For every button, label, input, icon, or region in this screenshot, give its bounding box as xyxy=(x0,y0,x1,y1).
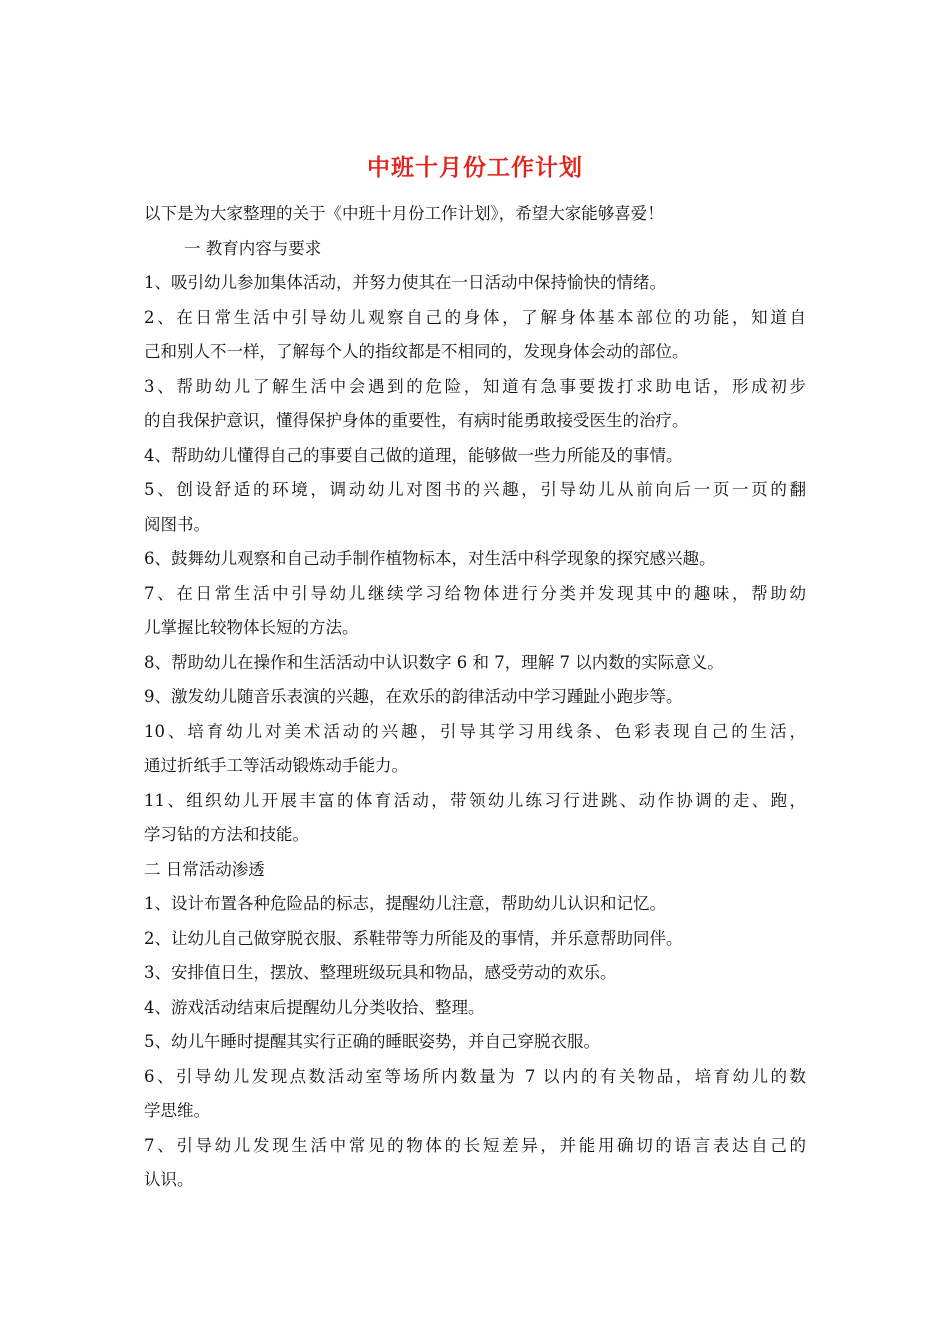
intro-line: 以下是为大家整理的关于《中班十月份工作计划》，希望大家能够喜爱！ xyxy=(144,204,664,223)
text-line: 的自我保护意识，懂得保护身体的重要性，有病时能勇敢接受医生的治疗。 xyxy=(144,411,689,430)
text-line: 儿掌握比较物体长短的方法。 xyxy=(144,618,359,637)
text-line: 4、帮助幼儿懂得自己的事要自己做的道理，能够做一些力所能及的事情。 xyxy=(144,445,683,465)
text-line: 7、在日常生活中引导幼儿继续学习给物体进行分类并发现其中的趣味，帮助幼 xyxy=(144,583,806,603)
text-line: 1、设计布置各种危险品的标志，提醒幼儿注意，帮助幼儿认识和记忆。 xyxy=(144,894,666,913)
text-line: 6、鼓舞幼儿观察和自己动手制作植物标本，对生活中科学现象的探究感兴趣。 xyxy=(144,549,716,568)
text-line: 2、让幼儿自己做穿脱衣服、系鞋带等力所能及的事情，并乐意帮助同伴。 xyxy=(144,928,683,948)
text-line: 11、组织幼儿开展丰富的体育活动，带领幼儿练习行进跳、动作协调的走、跑， xyxy=(144,790,806,810)
text-line: 6、引导幼儿发现点数活动室等场所内数量为 7 以内的有关物品，培育幼儿的数 xyxy=(144,1066,806,1086)
section-heading: 一 教育内容与要求 xyxy=(184,238,322,258)
text-line: 阅图书。 xyxy=(144,514,210,534)
section-heading: 二 日常活动渗透 xyxy=(144,859,265,879)
text-line: 学思维。 xyxy=(144,1101,210,1120)
text-line: 9、激发幼儿随音乐表演的兴趣，在欢乐的韵律活动中学习踵趾小跑步等。 xyxy=(144,687,683,706)
document-body xyxy=(144,197,806,1198)
text-line: 通过折纸手工等活动锻炼动手能力。 xyxy=(144,756,408,775)
text-line: 5、幼儿午睡时提醒其实行正确的睡眠姿势，并自己穿脱衣服。 xyxy=(144,1032,600,1051)
text-line: 己和别人不一样，了解每个人的指纹都是不相同的，发现身体会动的部位。 xyxy=(144,342,689,361)
text-line: 5、创设舒适的环境，调动幼儿对图书的兴趣，引导幼儿从前向后一页一页的翻 xyxy=(144,480,806,499)
text-line: 3、安排值日生，摆放、整理班级玩具和物品，感受劳动的欢乐。 xyxy=(144,963,617,982)
text-line: 4、游戏活动结束后提醒幼儿分类收拾、整理。 xyxy=(144,997,485,1017)
text-line: 7、引导幼儿发现生活中常见的物体的长短差异，并能用确切的语言表达自己的 xyxy=(144,1135,806,1155)
text-line: 3、帮助幼儿了解生活中会遇到的危险，知道有急事要拨打求助电话，形成初步 xyxy=(144,376,806,396)
text-line: 学习钻的方法和技能。 xyxy=(144,825,309,844)
text-line: 10、培育幼儿对美术活动的兴趣，引导其学习用线条、色彩表现自己的生活， xyxy=(144,721,806,741)
document-title: 中班十月份工作计划 xyxy=(367,154,583,181)
text-line: 1、吸引幼儿参加集体活动，并努力使其在一日活动中保持愉快的情绪。 xyxy=(144,273,666,292)
text-line: 2、在日常生活中引导幼儿观察自己的身体，了解身体基本部位的功能，知道自 xyxy=(144,307,806,327)
text-line: 认识。 xyxy=(144,1170,194,1189)
text-line: 8、帮助幼儿在操作和生活活动中认识数字 6 和 7，理解 7 以内数的实际意义。 xyxy=(144,652,724,672)
